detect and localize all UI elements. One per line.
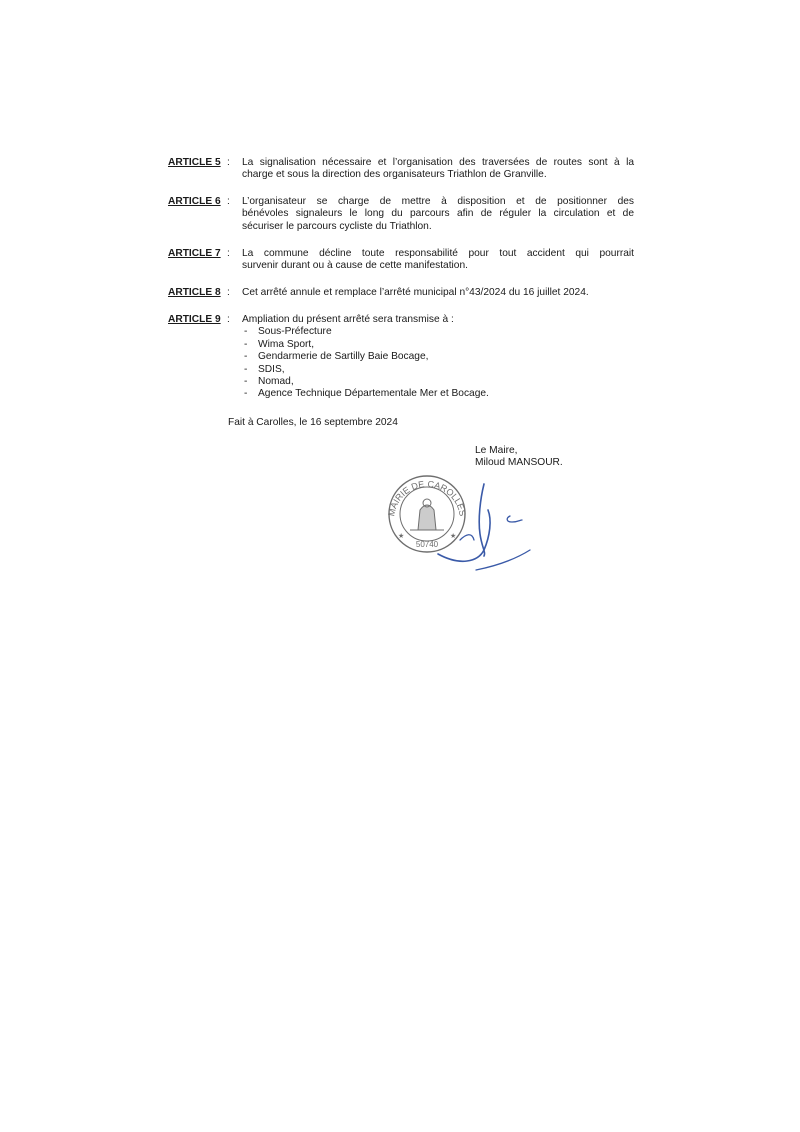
place-and-date: Fait à Carolles, le 16 septembre 2024: [228, 417, 398, 428]
article-line: L’organisateur se charge de mettre à disposition et de positionner des: [242, 196, 634, 207]
article-colon: :: [227, 196, 230, 207]
svg-text:★: ★: [398, 533, 405, 540]
article-label: ARTICLE 8: [168, 287, 221, 298]
list-dash: -: [244, 388, 248, 400]
list-item: [242, 376, 634, 388]
article-9: [168, 314, 634, 401]
article-label: ARTICLE 7: [168, 248, 221, 259]
stamp-code: 50740: [415, 540, 439, 549]
list-item: [242, 364, 634, 376]
svg-text:★: ★: [450, 533, 457, 540]
list-item-text: Wima Sport,: [258, 338, 315, 350]
list-dash: -: [244, 351, 248, 363]
stamp-seal-icon: [386, 476, 468, 552]
article-body: [242, 157, 634, 182]
article-line: charge et sous la direction des organisateurs Triathlon de Granville.: [242, 169, 547, 181]
article-colon: :: [227, 248, 230, 259]
list-item: [242, 351, 634, 363]
list-item-text: Nomad,: [258, 376, 294, 388]
list-item-text: SDIS,: [258, 363, 285, 375]
article-body: [242, 196, 634, 233]
list-dash: -: [244, 338, 248, 350]
signer-name: Miloud MANSOUR.: [475, 457, 563, 469]
article-8: [168, 287, 634, 299]
list-dash: -: [244, 326, 248, 338]
list-item-text: Gendarmerie de Sartilly Baie Bocage,: [258, 351, 429, 363]
article-line: Cet arrêté annule et remplace l’arrêté municipal n°43/2024 du 16 juillet 2024.: [242, 287, 589, 298]
article-intro: Ampliation du présent arrêté sera transmise à :: [242, 314, 454, 325]
recipient-list: [242, 326, 634, 400]
list-dash: -: [244, 363, 248, 375]
article-colon: :: [227, 157, 230, 168]
article-label: ARTICLE 9: [168, 314, 221, 325]
article-line: survenir durant ou à cause de cette manifestation.: [242, 260, 468, 272]
article-body: [242, 248, 634, 273]
article-5: [168, 157, 634, 182]
article-line: La commune décline toute responsabilité pour tout accident qui pourrait: [242, 248, 634, 259]
list-item-text: Sous-Préfecture: [258, 326, 332, 338]
list-item: [242, 339, 634, 351]
article-line: sécuriser le parcours cycliste du Triathlon.: [242, 220, 432, 232]
stamp-text: MAIRIE DE CAROLLES: [386, 478, 468, 518]
list-item: [242, 326, 634, 338]
list-item: [242, 388, 634, 400]
article-6: [168, 196, 634, 233]
official-stamp: [380, 470, 540, 580]
signer-title: Le Maire,: [475, 445, 518, 456]
article-label: ARTICLE 5: [168, 157, 221, 168]
list-dash: -: [244, 376, 248, 388]
article-7: [168, 248, 634, 273]
article-colon: :: [227, 314, 230, 325]
article-line: La signalisation nécessaire et l’organisation des traversées de routes sont à la: [242, 157, 634, 168]
signature-block: [475, 445, 563, 470]
article-body: [242, 314, 634, 401]
article-colon: :: [227, 287, 230, 298]
article-line: bénévoles signaleurs le long du parcours afin de réguler la circulation et de: [242, 208, 634, 220]
article-body: [242, 287, 634, 299]
article-label: ARTICLE 6: [168, 196, 221, 207]
list-item-text: Agence Technique Départementale Mer et Bocage.: [258, 388, 489, 400]
